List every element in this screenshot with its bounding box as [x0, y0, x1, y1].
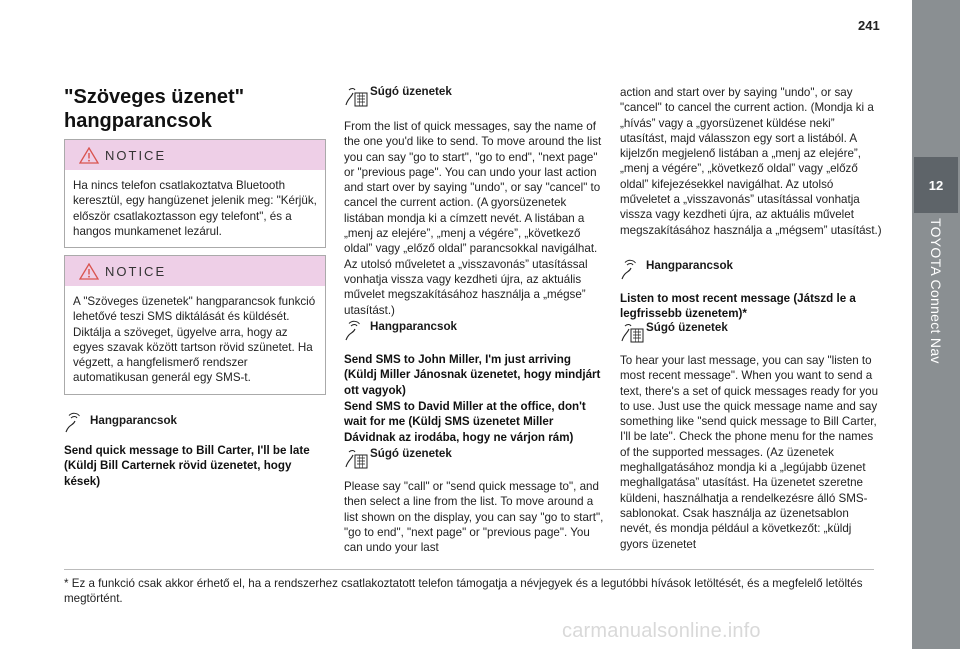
help-message-text: From the list of quick messages, say the name of the one you'd like to send. To move around the list you can say "go to start", "go to end", "next page" or "previous page". You can undo your last action and start over by saying "undo", or say "cancel" to cancel the current action. (A gyorsüzenetek listában mondja ki a címzett nevét. A listában a „menj az elejére”, „menj a végére”, „következő oldal” vagy „előző oldal” parancsokkal navigálhat. Az utolsó műveletet a „visszavonás” utasítással vonhatja vissza vagy kezdheti újra, az aktuális művelet megszakításához használja a „mégse” utasítást.) — [344, 120, 602, 317]
voice-command-text: Send SMS to David Miller at the office, don't wait for me (Küldj SMS üzenetet Miller Dávidnak az irodába, hogy ne várjon rám) — [344, 400, 586, 444]
notice-box-2 — [64, 255, 326, 395]
voice-command-label: Hangparancsok — [90, 414, 177, 427]
help-message-row — [620, 321, 882, 343]
help-message-icon — [620, 321, 644, 343]
notice-title: NOTICE — [105, 263, 167, 279]
voice-command-text: Send SMS to John Miller, I'm just arriving (Küldj Miller Jánosnak üzenetet, hogy mindjárt ott vagyok) — [344, 353, 601, 397]
notice-header — [65, 256, 325, 286]
voice-command-text: Send quick message to Bill Carter, I'll be late (Küldj Bill Carternek rövid üzenetet, hogy kések) — [64, 444, 310, 488]
voice-command-icon — [620, 259, 644, 281]
voice-command-label: Hangparancsok — [646, 259, 733, 272]
help-message-icon — [344, 447, 368, 469]
help-message-label: Súgó üzenetek — [370, 85, 452, 98]
footnote-divider — [64, 569, 874, 570]
help-message-label: Súgó üzenetek — [370, 447, 452, 460]
chapter-tab[interactable]: 12 — [914, 157, 958, 213]
notice-text: A "Szöveges üzenetek" hangparancsok funkció lehetővé teszi SMS diktálását és küldését. Diktálja a szöveget, ügyelve arra, hogy az egyes szavak között tartson rövid szünetet. Ha végzett, a hangfelismerő rendszer automatikusan generál egy SMS-t. — [73, 295, 316, 385]
voice-command-icon — [64, 412, 88, 434]
warning-icon — [79, 263, 99, 280]
help-message-text: action and start over by saying "undo", or say "cancel" to cancel the current action. (Mondja ki a „hívás” vagy a „gyorsüzenet küldése neki” utasítást, majd válasszon egy sort a listából. A kijelzőn megjelenő listában a „menj az elejére”, „menj a végére”, „következő oldal” vagy „előző oldal” kifejezésekkel navigálhat. Az utolsó műveletet a „visszavonás” utasítással vonhatja vissza vagy kezdheti újra, az aktuális művelet megszakításához használja a „mégsem” utasítást.) — [620, 86, 882, 237]
notice-title: NOTICE — [105, 147, 167, 163]
help-message-label: Súgó üzenetek — [646, 321, 728, 334]
help-message-text: Please say "call" or "send quick message to", and then select a line from the list. To move around a list shown on the display, you can say "go to start", "go to end", "next page" or "previous page". You can undo your last — [344, 480, 604, 555]
voice-command-row — [344, 320, 606, 342]
page-title: "Szöveges üzenet" hangparancsok — [64, 86, 245, 132]
notice-text: Ha nincs telefon csatlakoztatva Bluetooth keresztül, egy hangüzenet jelenik meg: "Kérjük, először csatlakoztasson egy telefont", és a hangos munkamenet lezárul. — [73, 179, 317, 238]
page-number: 241 — [858, 18, 880, 33]
warning-icon — [79, 147, 99, 164]
watermark: carmanualsonline.info — [562, 620, 761, 642]
notice-header — [65, 140, 325, 170]
chapter-title: TOYOTA Connect Nav — [928, 218, 944, 364]
help-message-text: To hear your last message, you can say "listen to most recent message". When you want to send a text, there's a set of quick messages ready for you to use. Just use the quick message name and say something like "send quick message to Bill Carter, I'll be late". Check the phone menu for the names of the supported messages. (Az üzenetek meghallgatásához mondja ki a „legújabb üzenet meghallgatása” utasítást. Ha üzenetet szeretne küldeni, használhatja a rendelkezésre álló SMS-sablonokat. Csak használja az üzenetsablon nevét, és mondja például a következőt: „küldj gyors üzenetet — [620, 354, 879, 551]
help-message-row — [344, 85, 606, 107]
help-message-icon — [344, 85, 368, 107]
voice-command-row — [64, 412, 326, 434]
footnote: * Ez a funkció csak akkor érhető el, ha a rendszerhez csatlakoztatott telefon támogatja a névjegyek és a legutóbbi hívások letöltését, és a megfelelő letöltés megtörtént. — [64, 577, 863, 606]
help-message-row — [344, 447, 606, 469]
voice-command-icon — [344, 320, 368, 342]
notice-box-1 — [64, 139, 326, 248]
voice-command-label: Hangparancsok — [370, 320, 457, 333]
voice-command-text: Listen to most recent message (Játszd le a legfrissebb üzenetem)* — [620, 292, 856, 321]
voice-command-row — [620, 259, 882, 281]
